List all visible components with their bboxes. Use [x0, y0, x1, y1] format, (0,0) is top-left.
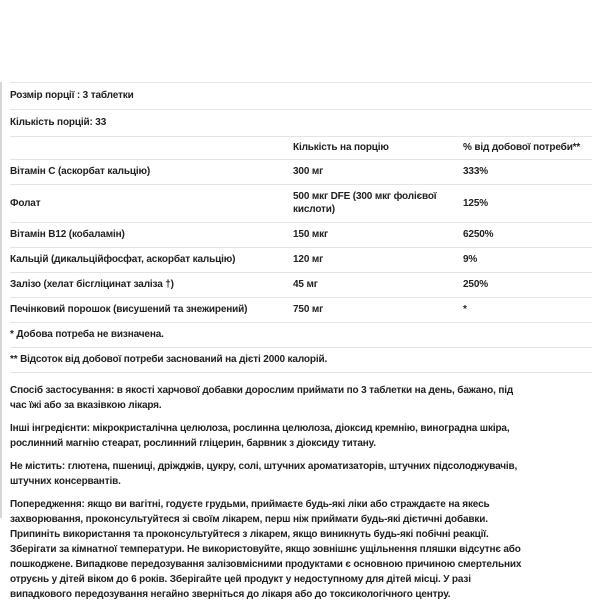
header-spacer	[10, 144, 293, 153]
header-amount-per-serving: Кількість на порцію	[293, 142, 389, 153]
table-row	[10, 272, 592, 297]
serving-size-row	[10, 82, 592, 109]
nutrient-name: Вітамін B12 (кобаламін)	[10, 229, 125, 240]
servings-per-container-row	[10, 109, 592, 136]
servings-per-container-label: Кількість порцій: 33	[10, 117, 107, 128]
directions-text: Спосіб застосування: в якості харчової добавки дорослим приймати по 3 таблетки на день, бажано, під час їжі або за вказівкою лікаря.	[10, 385, 514, 411]
nutrient-dv: *	[463, 304, 467, 315]
footnote-percent-daily-value: ** Відсоток від добової потреби заснований на дієті 2000 калорій.	[10, 347, 592, 372]
nutrient-amount: 45 мг	[293, 279, 318, 290]
nutrient-amount: 300 мг	[293, 166, 324, 177]
label-paragraphs	[10, 383, 529, 600]
nutrient-amount: 500 мкг DFE (300 мкг фолієвої кислоти)	[293, 191, 437, 215]
table-bottom-rule	[10, 372, 592, 373]
nutrient-amount: 750 мг	[293, 304, 324, 315]
nutrient-dv: 333%	[463, 166, 488, 177]
nutrient-dv: 250%	[463, 279, 488, 290]
table-header-row	[10, 136, 592, 159]
warning-text: Попередження: якщо ви вагітні, годуєте грудьми, приймаєте будь-які ліки або страждаєте на якесь захворювання, проконсультуйтеся зі своїм лікарем, перш ніж приймати будь-які дієтичні добавки. Припиніть використання та проконсультуйтеся з лікарем, якщо виникнуть будь-які побічні реакції. Зберігати за кімнатної температури. Не використовуйте, якщо зовнішнє ущільнення пляшки відсутнє або пошкоджене. Випадкове передозування залізовмісними продуктами є основною причиною смертельних отруєнь у дітей віком до 6 років. Зберігайте цей продукт у недоступному для дітей місці. У разі випадкового передозування негайно зверніться до лікаря або до токсикологічного центру.	[10, 499, 522, 600]
nutrient-name: Залізо (хелат бісгліцинат заліза †)	[10, 279, 174, 290]
nutrient-name: Фолат	[10, 197, 41, 209]
nutrient-amount: 150 мкг	[293, 229, 328, 240]
free-of-text: Не містить: глютена, пшениці, дріжджів, цукру, солі, штучних ароматизаторів, штучних підсолоджувачів, штучних консервантів.	[10, 461, 518, 487]
left-edge-line	[0, 82, 2, 518]
table-row	[10, 159, 592, 184]
serving-size-label: Розмір порції : 3 таблетки	[10, 90, 134, 101]
nutrient-dv: 6250%	[463, 229, 494, 240]
table-row	[10, 247, 592, 272]
other-ingredients-text: Інші інгредієнти: мікрокристалічна целюлоза, рослинна целюлоза, діоксид кремнію, виноградна шкіра, рослинний магнію стеарат, рослинний гліцерин, барвник з діоксиду титану.	[10, 423, 510, 449]
nutrient-dv: 9%	[463, 254, 478, 265]
table-row	[10, 297, 592, 322]
nutrient-amount: 120 мг	[293, 254, 324, 265]
table-row	[10, 184, 592, 222]
nutrient-name: Вітамін C (аскорбат кальцію)	[10, 166, 151, 177]
nutrient-name: Кальцій (дикальційфосфат, аскорбат кальцію)	[10, 254, 236, 265]
table-row	[10, 222, 592, 247]
footnote-daily-value-not-established: * Добова потреба не визначена.	[10, 322, 592, 347]
nutrient-dv: 125%	[463, 197, 488, 209]
header-daily-value: % від добової потреби**	[463, 142, 581, 153]
nutrient-name: Печінковий порошок (висушений та знежирений)	[10, 304, 248, 315]
supplement-facts-table	[10, 82, 592, 373]
